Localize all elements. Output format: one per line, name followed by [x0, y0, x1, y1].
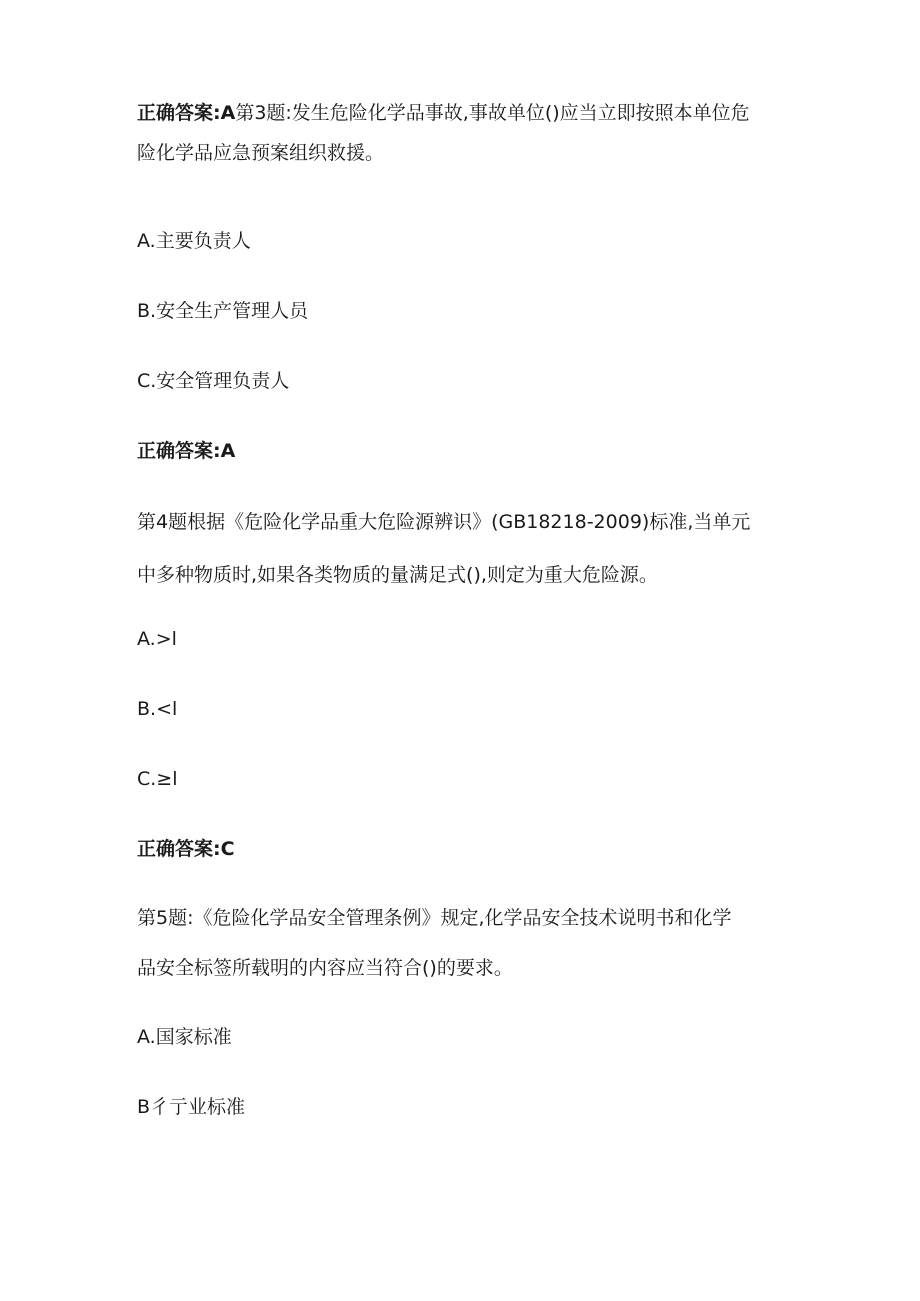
question-3-option-a: A.主要负责人 — [137, 230, 251, 252]
question-3-option-b: B.安全生产管理人员 — [137, 300, 309, 322]
question-3-answer: 正确答案:A — [137, 440, 236, 462]
question-5-stem-line-1: 第5题:《危险化学品安全管理条例》规定,化学品安全技术说明书和化学 — [137, 907, 732, 929]
previous-answer: 正确答案:A — [137, 102, 236, 124]
question-4-stem-line-1: 第4题根据《危险化学品重大危险源辨识》(GB18218-2009)标准,当单元 — [137, 511, 751, 533]
question-4-option-b: B.<l — [137, 698, 178, 720]
question-5-stem-line-2: 品安全标签所载明的内容应当符合()的要求。 — [137, 957, 513, 979]
question-4-option-a: A.>l — [137, 628, 177, 650]
question-4-stem-line-2: 中多种物质时,如果各类物质的量满足式(),则定为重大危险源。 — [137, 564, 658, 586]
question-5-option-a: A.国家标准 — [137, 1026, 232, 1048]
question-3-stem-line-2: 险化学品应急预案组织救援。 — [137, 142, 385, 164]
question-5-option-b: B彳亍业标准 — [137, 1096, 246, 1118]
question-4-answer: 正确答案:C — [137, 838, 235, 860]
question-3-option-c: C.安全管理负责人 — [137, 370, 290, 392]
question-3-stem-line-1 — [137, 101, 750, 125]
question-4-option-c: C.≥l — [137, 768, 178, 790]
question-3-stem-text: 第3题:发生危险化学品事故,事故单位()应当立即按照本单位危 — [235, 102, 750, 124]
